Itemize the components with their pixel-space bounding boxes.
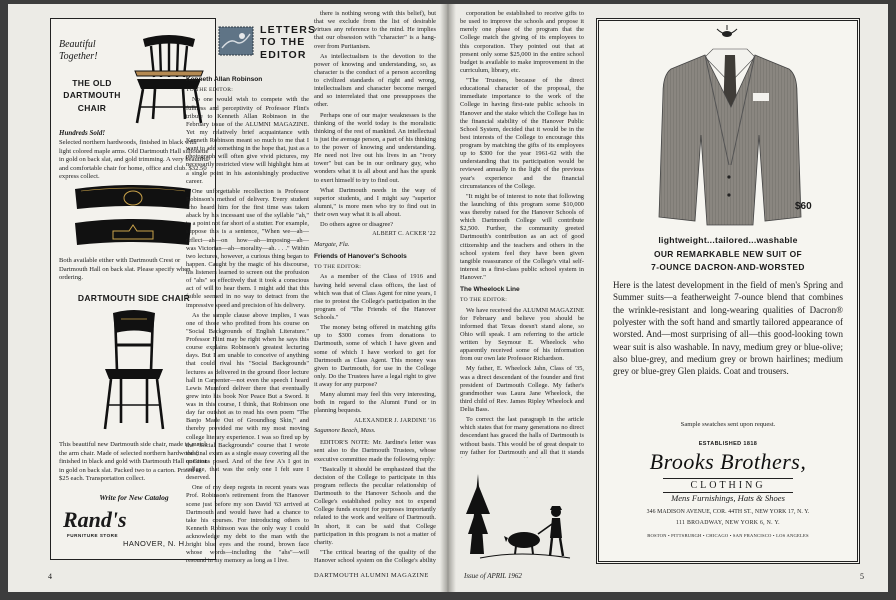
letter-paragraph: Many alumni may feel this very interesting, both in regard to the Alumni Fund or in planning bequests.: [314, 391, 436, 415]
side-chair-illustration: [99, 309, 169, 431]
letter-signature: ALEXANDER J. JARDINE '16: [354, 417, 436, 424]
store-sub: FURNITURE STORE: [67, 533, 119, 538]
letter-paragraph: One unforgettable recollection is Professor Robinson's method of delivery. Every student who heard him for the first time was taken aback by his incessant use of the syllable "ah," to a point not far short of a stutter. For example, suppose this is a sentence, "When we—ah—reflect—ah—on how—ah—imposing—ah—was Victorian—ah—morality—ah. . . ." Within two lectures, however, a curious thing began to happen. Caught by the magic of his discourse, his listeners learned to screen out the profusion of "ahs" so effectively that it took a conscious act of will to hear them. I might add that this foible seemed in no way to detract from the impressive speed and precision of his delivery.: [186, 187, 309, 309]
issue-date: Issue of APRIL 1962: [464, 572, 522, 580]
letter-signature: ALBERT C. ACKER '22: [372, 231, 436, 238]
letter-paragraph: What Dartmouth needs in the way of superior students, and I might say "superior alumni," is more men who try to find out in their own way what it is all about.: [314, 186, 436, 218]
product2-title: DARTMOUTH SIDE CHAIR: [77, 293, 191, 303]
ad-tagline: Beautiful Together!: [59, 39, 98, 62]
letter-paragraph: We have received the ALUMNI MAGAZINE for February and believe you should be informed that Texas doesn't stand alone, so Ohio will speak. I am referring to the article written by Seymour E. Wheelock who apparently received some of his information from our own late Professor Richardson.: [460, 306, 584, 363]
letters-column-2: [314, 10, 436, 564]
letter-paragraph: corporation be established to receive gifts to be used to improve the schools and propose it merely one phase of the program that the College match the giving of its employees to this corporation. They pointed out that at present only some $25,000 in the entire school budget is available to make improvement in the curriculum, library, etc.: [460, 10, 584, 74]
letter-salutation: TO THE EDITOR:: [186, 87, 234, 94]
letter-paragraph: As intellectualism is the devotion to the power of knowing and understanding, so, as character is the conduct of a person according to civilized standards of right and wrong, intellectualism and character become merged and so interrelated that one presupposes the other.: [314, 52, 436, 109]
suit-price: $60: [795, 201, 812, 212]
both-available: Both available either with Dartmouth Crest or Dartmouth Hall on back slat. Please specify when ordering.: [59, 257, 191, 282]
catalog-note: Write for New Catalog: [99, 493, 169, 502]
letter-paragraph: there is nothing wrong with this belief), but that we exclude from the list of desirable virtues any reference to the mind. He implies that our obsession with "character" is a hang-over from Puritanism.: [314, 10, 436, 50]
crest-slat-illustration: [73, 185, 193, 213]
letter-paragraph: One of my deep regrets in recent years was Prof. Robinson's retirement from the Hanover scene just before my son David '63 arrived at Dartmouth and would have had a chance to take his courses. For introducing others to Kenneth Robinson was the only way I could acknowledge my debt to the man with the bright blue eyes and the round, brown face whose words—including the "ahs"—will resound in my memory as long as I live.: [186, 484, 309, 564]
letter-heading: Kenneth Allan Robinson: [186, 76, 263, 83]
clothing-banner: CLOTHING: [663, 478, 793, 493]
letters-column-3: [460, 10, 584, 458]
hundreds-sold: Hundreds Sold!: [59, 129, 106, 137]
golden-fleece-logo: [715, 25, 739, 39]
letter-paragraph: To correct the last paragraph in the article which states that for many generations no direct descendant has graced the halls of Dartmouth is without basis. This would be of great despair to my father for Dartmouth and all that it stands: [460, 416, 584, 456]
brooks-brothers-ad: [596, 18, 860, 564]
letter-paragraph: "Basically it should be emphasized that the decision of the College to participate in this program reflects the peculiar relationship of Dartmouth to the Hanover Schools and the College's established policy not to expend College funds except for purposes importantly related to the work and welfare of Dartmouth. In short, it can be said that College participation in this program is not a matter of charity.: [314, 465, 436, 546]
brand-name: Brooks Brothers,: [649, 449, 807, 474]
product2-desc: This beautiful new Dartmouth side chair, made to match the arm chair. Made of selected northern hardwoods; finished in black and gold with Dartmouth Hall or Crest in gold on back slat. Packed two to a carton. Priced at $25 each. Transportation collect.: [59, 441, 208, 483]
ad-swatches: Sample swatches sent upon request.: [680, 421, 776, 428]
spine: [440, 4, 456, 592]
letter-place: Sagamore Beach, Mass.: [314, 427, 376, 435]
branch-cities: BOSTON • PITTSBURGH • CHICAGO • SAN FRANCISCO • LOS ANGELES: [647, 533, 809, 538]
product1-title: THE OLD DARTMOUTH CHAIR: [63, 78, 121, 113]
letter-paragraph: Perhaps one of our major weaknesses is the thinking of the world today is the moralistic thinking of the rest of mankind. An intellectual is just the average person, a part of his thinking to the power of knowing and understanding. He need not live out his lives in an "ivory tower" but can be in our ordinary guy, who wonders what it is all about and has the spunk to exert himself to try to find out.: [314, 111, 436, 184]
furnishings-line: Mens Furnishings, Hats & Shoes: [671, 493, 785, 503]
letter-paragraph: No one would wish to compete with the fullness and perceptivity of Professor Flint's tribute to Kenneth Allan Robinson in the February issue of the ALUMNI MAGAZINE. Yet my relatively brief acquaintance with Kenneth Robinson meant so much to me that I want to add something in the hope that, just as a photograph will often give vivid pictures, my necessarily restricted view will highlight him at a single point in his astonishingly productive career.: [186, 96, 309, 185]
stamp-icon: [218, 26, 254, 56]
letter-salutation: TO THE EDITOR:: [460, 297, 508, 304]
letter-paragraph: The money being offered in matching gifts up to $300 comes from donations to Dartmouth, some of which I have given and some of which I have worked to get for Dartmouth as Class Agent. This money was given to Dartmouth, for use in the College only. Do the Trustees have a legal right to give it away for any purpose?: [314, 324, 436, 389]
magazine-spread: [8, 4, 888, 592]
letter-paragraph: Do others agree or disagree?: [320, 221, 394, 229]
store-city: HANOVER, N. H.: [123, 539, 187, 548]
address-2: 111 BROADWAY, NEW YORK 6, N. Y.: [676, 520, 780, 526]
letter-paragraph: My father, E. Wheelock Jahn, Class of '35, was a direct descendant of the founder and first president of Dartmouth College. My father's grandmother was Laura Jane Wheelock, the third child of Rev. James Ripley Wheelock and Delia Bass.: [460, 365, 584, 414]
magazine-footer: DARTMOUTH ALUMNI MAGAZINE: [314, 572, 429, 579]
letter-paragraph: "It might be of interest to note that following the launching of this program some $10,000 was thereby raised for the Hanover Schools of which Dartmouth College will contribute $2,500. Further, the community greeted Dartmouth's contribution as an act of good citizenship and the teachers and others in the school system feel they have been given tangible reassurance of the College's vital self-interest in a first-class public school system in Hanover.": [460, 192, 584, 281]
ad-headline-2: 7-OUNCE DACRON-AND-WORSTED: [651, 262, 805, 272]
letter-paragraph: "The critical bearing of the quality of the Hanover school system on the College's ability: [314, 548, 436, 564]
ad-body: Here is the latest development in the field of men's Spring and Summer suits—a featherweight 7-ounce blend that combines the wrinkle-resistant and long-wearing qualities of Dacron® polyester with the soft hand and smartly tailored appearance of worsted. And—most surprising of all—this good-looking town wear suit is also washable. In navy, medium grey or blue-olive; also blue-grey, and medium grey or brown hairlines; medium grey or blue-grey Glen plaids. Coat and trousers.: [613, 280, 843, 377]
letters-heading: LETTERS TO THE EDITOR: [260, 24, 317, 61]
letter-salutation: TO THE EDITOR:: [314, 264, 362, 271]
ad-tagline-right: lightweight...tailored...washable: [658, 235, 798, 245]
farmer-pig-illustration: [460, 454, 584, 564]
letter-heading: The Wheelock Line: [460, 286, 520, 294]
letter-paragraph: EDITOR'S NOTE: Mr. Jardine's letter was sent also to the Dartmouth Trustees, whose executive committee made the following reply:: [314, 439, 436, 463]
ad-headline-1: OUR REMARKABLE NEW SUIT OF: [653, 249, 803, 259]
hall-slat-illustration: [73, 219, 193, 249]
letters-column-1: [186, 72, 309, 564]
letter-place: Margate, Fla.: [314, 240, 350, 248]
right-folio: 5: [860, 572, 864, 581]
letter-paragraph: "The Trustees, because of the direct educational character of the proposal, the immediate importance to the work of the College in having first-rate public schools in Hanover and the stake which the College has in the financial stability of the Hanover Public School System, decided that it would be in the best interests of the College to encourage this program by matching the gifts of its employees up to $300 for the year 1961-62 with the understanding that its participation would be reviewed annually in the light of the previous year's experience and the financial circumstances of the College.: [460, 77, 584, 190]
letter-paragraph: As the sample clause above implies, I was one of those who profited from his course on "Social Backgrounds of English Literature." Professor Flint may be right when he says this course explains Robinson's greatest lecturing days. But I am unable to conceive of anything that could rival his "Social Backgrounds" lectures as delivered in the ground floor lecture hall in Carpenter—not even the speech I heard Lewis Mumford deliver there that eventually grew into his book Nor Peace But a Sword. It was in this course, I think, that Robinson one day far outshot as to read his own poem "The Banjo Made Out of Groundhog Skin," and thereby provided me with my most moving college literary experience. I was so fired up by the "Social Backgrounds" course that I wrote the final exam as a single essay covering all the questions posed. And of the few A's I got in college, that was the only one I felt sure I deserved.: [186, 311, 309, 482]
letter-paragraph: As a member of the Class of 1916 and having held several class offices, the last of which was that of Class Agent for nine years, I rise to protest the College's participation in the program of "The Friends of the Hanover Schools.": [314, 273, 436, 322]
product1-desc: Selected northern hardwoods, finished in black with light colored maple arms. Old Dartmouth Hall silhouette in gold on back slat, and gold trimming. A very beautiful and comfortable chair for home, office and club. $32.50 express collect.: [59, 139, 209, 181]
established: ESTABLISHED 1818: [698, 441, 758, 447]
left-folio: 4: [48, 572, 52, 581]
letter-heading: Friends of Hanover's Schools: [314, 252, 407, 260]
suit-illustration: [655, 45, 805, 227]
store-name: Rand's: [63, 507, 127, 532]
address-1: 346 MADISON AVENUE, COR. 44TH ST., NEW YORK 17, N. Y.: [646, 509, 810, 515]
